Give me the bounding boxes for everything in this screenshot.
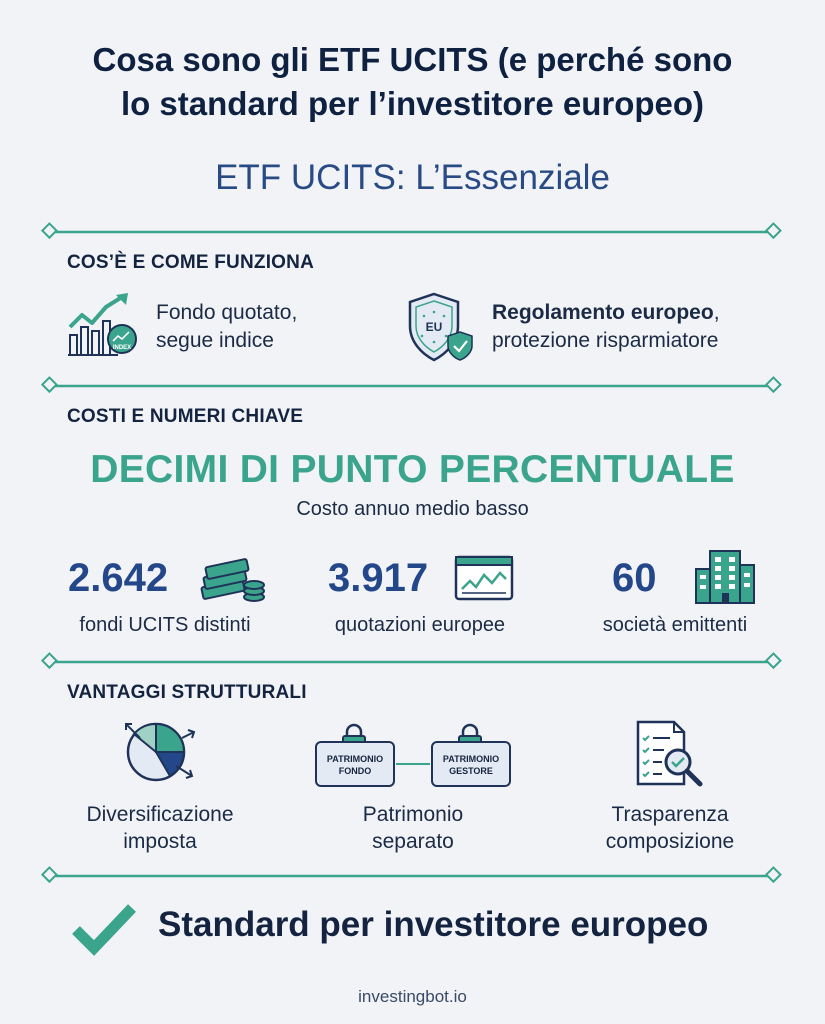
stat-value-quotazioni: 3.917 <box>328 556 429 600</box>
stat-value-societa: 60 <box>612 556 657 600</box>
feature-fondo-quotato <box>156 299 297 355</box>
advantage-2-line-1: Patrimonio <box>362 803 464 826</box>
eu-icon-label: EU <box>425 320 443 334</box>
stat-label-quotazioni: quotazioni europee <box>334 614 506 636</box>
page-subtitle: ETF UCITS: L’Essenziale <box>215 158 610 197</box>
stat-value-fondi: 2.642 <box>68 556 169 600</box>
feature-2-bold: Regolamento europeo <box>492 301 714 324</box>
feature-1-line-1: Fondo quotato, <box>156 301 298 324</box>
box-fondo-line-2: FONDO <box>338 766 372 776</box>
feature-2-comma: , <box>713 301 720 324</box>
advantage-2-line-2: separato <box>372 830 454 853</box>
feature-2-line-2: protezione risparmiatore <box>492 329 719 352</box>
section-heading-costi: COSTI E NUMERI CHIAVE <box>67 406 304 427</box>
stat-label-societa: società emittenti <box>602 614 748 636</box>
checkmark-icon <box>70 900 138 956</box>
document-magnifier-icon <box>634 718 704 790</box>
eu-shield-icon <box>406 292 476 364</box>
title-line-1: Cosa sono gli ETF UCITS (e perché sono <box>92 41 733 78</box>
section-heading-cos-e: COS’È E COME FUNZIONA <box>67 252 314 273</box>
section-divider <box>40 222 785 242</box>
feature-regolamento-europeo <box>492 299 720 355</box>
page-title <box>0 38 825 126</box>
section-divider <box>40 652 785 672</box>
market-screen-icon <box>454 555 514 601</box>
feature-1-line-2: segue indice <box>156 329 274 352</box>
index-icon-label: INDEX <box>112 345 132 351</box>
building-icon <box>694 547 756 605</box>
advantage-3-line-1: Trasparenza <box>611 803 729 826</box>
stat-label-fondi: fondi UCITS distinti <box>79 614 251 636</box>
money-stack-icon <box>200 553 266 603</box>
box-gestore-line-1: PATRIMONIO <box>442 754 500 764</box>
separated-assets-icon <box>314 722 512 790</box>
advantage-1-line-1: Diversificazione <box>86 803 234 826</box>
advantage-diversificazione <box>55 801 265 855</box>
big-cost-caption: Costo annuo medio basso <box>296 498 529 520</box>
big-cost-phrase: DECIMI DI PUNTO PERCENTUALE <box>90 448 735 491</box>
final-statement: Standard per investitore europeo <box>158 905 709 944</box>
rising-chart-icon <box>66 291 138 363</box>
section-divider <box>40 376 785 396</box>
advantage-1-line-2: imposta <box>123 830 197 853</box>
title-line-2: lo standard per l’investitore europeo) <box>120 85 705 122</box>
pie-chart-icon <box>118 718 198 788</box>
box-fondo-line-1: PATRIMONIO <box>326 754 384 764</box>
footer-brand: investingbot.io <box>358 987 467 1006</box>
section-heading-vantaggi: VANTAGGI STRUTTURALI <box>67 682 307 703</box>
advantage-patrimonio <box>308 801 518 855</box>
box-gestore-line-2: GESTORE <box>449 766 493 776</box>
advantage-3-line-2: composizione <box>605 830 735 853</box>
section-divider <box>40 866 785 886</box>
advantage-trasparenza <box>565 801 775 855</box>
